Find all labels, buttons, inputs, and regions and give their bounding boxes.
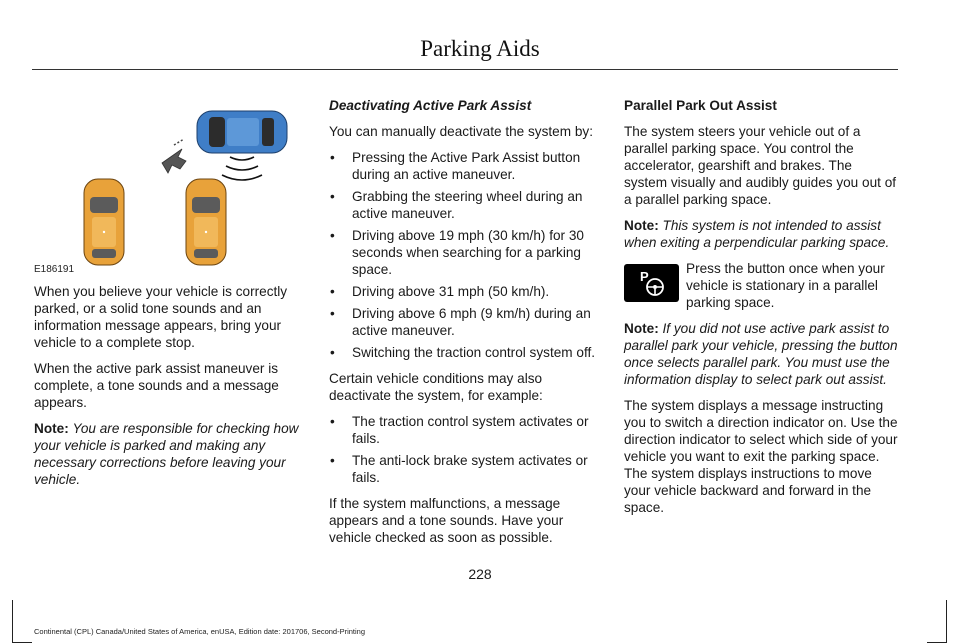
note-text: This system is not intended to assist when exiting a perpendicular parking space. (624, 218, 890, 250)
column-3 (624, 97, 898, 525)
button-instruction-text: Press the button once when your vehicle is stationary in a parallel parking space. (686, 261, 885, 310)
moving-car (197, 111, 287, 153)
figure-id: E186191 (34, 264, 75, 275)
list-item: • Grabbing the steering wheel during an active maneuver. (329, 188, 601, 222)
parking-cars-illustration (34, 97, 306, 277)
section-heading: Parallel Park Out Assist (624, 98, 777, 113)
paragraph: If the system malfunctions, a message appears and a tone sounds. Have your vehicle checked as soon as possible. (329, 496, 564, 545)
edition-footer: Continental (CPL) Canada/United States of America, enUSA, Edition date: 201706, Second-Printing (34, 627, 366, 636)
list-item: • The anti-lock brake system activates or fails. (329, 452, 601, 486)
paragraph: The system steers your vehicle out of a parallel parking space. You control the accelerator, gearshift and brakes. The system visually and audibly guides you out of a parallel parking space. (624, 124, 897, 207)
header-rule (32, 69, 898, 70)
note-label: Note: (34, 421, 69, 436)
note-text: If you did not use active park assist to parallel park your vehicle, pressing the button once selects parallel park. You must use the information display to select park out assist. (624, 321, 898, 387)
parking-illustration (34, 97, 306, 277)
corner-mark (946, 600, 947, 643)
paragraph: When the active park assist maneuver is complete, a tone sounds and a message appears. (34, 361, 279, 410)
direction-arrow-icon (162, 139, 186, 173)
sensor-waves (222, 157, 262, 180)
svg-text:P: P (640, 269, 649, 284)
conditions-list (329, 413, 601, 486)
page-title: Parking Aids (420, 36, 540, 61)
list-item: • Pressing the Active Park Assist button during an active maneuver. (329, 149, 601, 183)
parked-car-right (186, 179, 226, 265)
list-item: • The traction control system activates or fails. (329, 413, 601, 447)
corner-mark (12, 600, 13, 643)
column-1 (34, 97, 306, 497)
paragraph: The system displays a message instructing you to switch a direction indicator on. Use the direction indicator to select which side of your vehicle you want to exit the parking space. The system displays instructions to move your vehicle backward and forward in the space. (624, 398, 898, 515)
paragraph: Certain vehicle conditions may also deactivate the system, for example: (329, 371, 543, 403)
note-label: Note: (624, 321, 659, 336)
note (34, 420, 306, 488)
list-item: • Driving above 31 mph (50 km/h). (329, 283, 601, 300)
list-item: • Driving above 19 mph (30 km/h) for 30 seconds when searching for a parking space. (329, 227, 601, 278)
note-label: Note: (624, 218, 659, 233)
park-assist-button-icon (624, 264, 679, 302)
deactivation-list (329, 149, 601, 361)
paragraph: When you believe your vehicle is correctly parked, or a solid tone sounds and an information message appears, bring your vehicle to a complete stop. (34, 284, 288, 350)
list-item: • Driving above 6 mph (9 km/h) during an active maneuver. (329, 305, 601, 339)
list-item: • Switching the traction control system off. (329, 344, 601, 361)
section-heading: Deactivating Active Park Assist (329, 98, 532, 113)
parked-car-left (84, 179, 124, 265)
note (624, 217, 898, 251)
column-2 (329, 97, 601, 555)
note-text: You are responsible for checking how your vehicle is parked and making any necessary corrections before leaving your vehicle. (34, 421, 299, 487)
button-instruction (624, 260, 898, 311)
paragraph: You can manually deactivate the system by: (329, 124, 593, 139)
note (624, 320, 898, 388)
page-number: 228 (468, 566, 492, 582)
